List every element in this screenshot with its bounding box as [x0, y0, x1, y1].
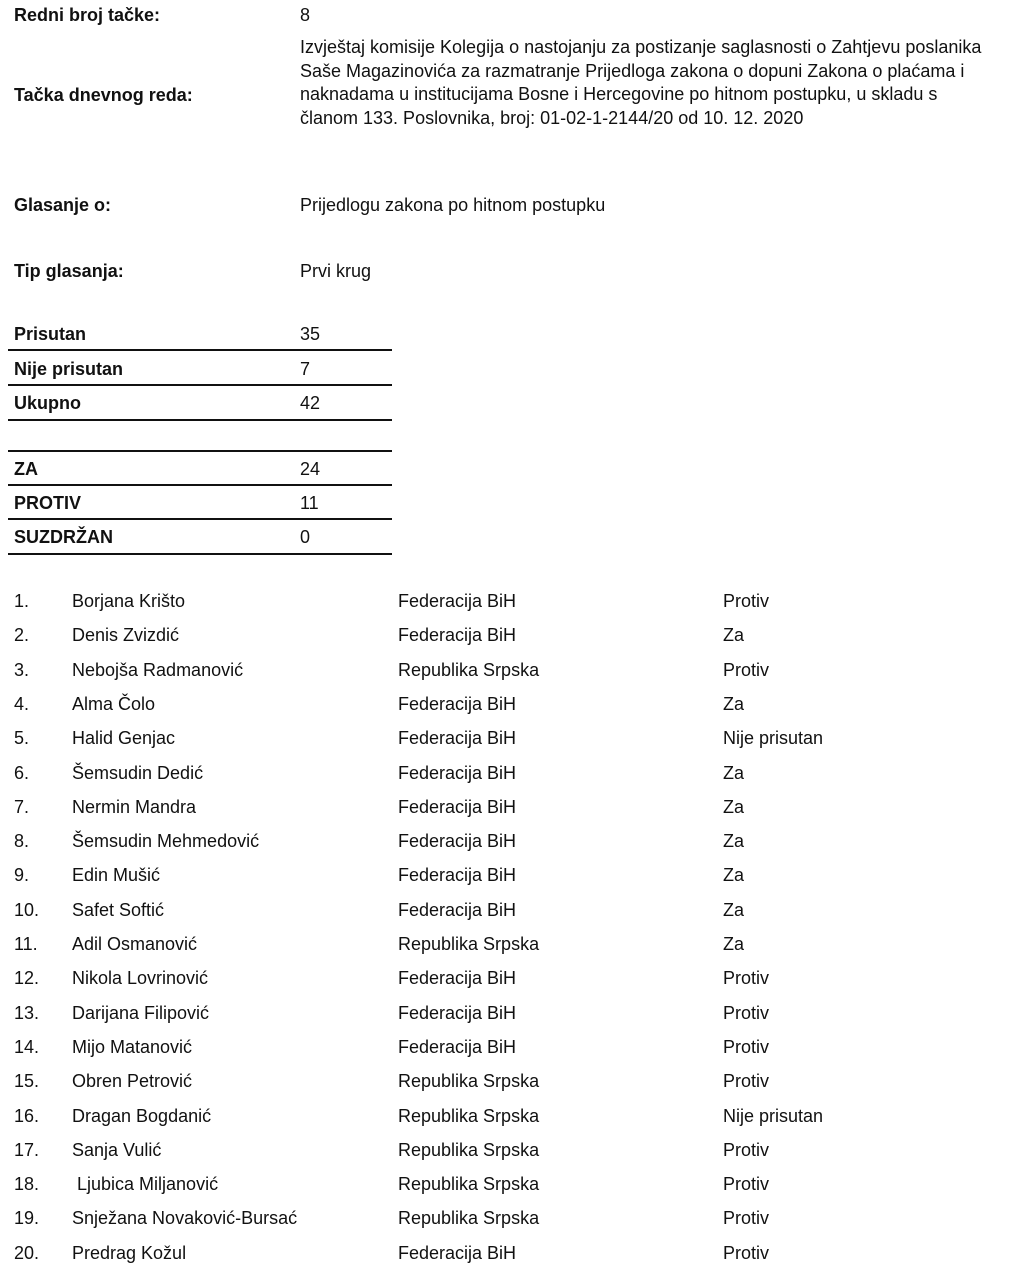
member-number: 3. [14, 659, 30, 680]
voting-on-label: Glasanje o: [14, 195, 112, 215]
member-vote: Za [723, 796, 745, 817]
member-vote: Protiv [723, 1071, 770, 1092]
member-name: Sanja Vulić [72, 1139, 162, 1160]
member-entity: Federacija BiH [398, 796, 517, 817]
list-item [0, 934, 1024, 968]
list-item [0, 1037, 1024, 1071]
member-name: Safet Softić [72, 899, 165, 920]
voting-on-value: Prijedlogu zakona po hitnom postupku [300, 195, 606, 215]
member-entity: Republika Srpska [398, 1105, 540, 1126]
list-item [0, 660, 1024, 694]
list-item [0, 763, 1024, 797]
member-entity: Federacija BiH [398, 762, 517, 783]
member-vote: Nije prisutan [723, 1105, 824, 1126]
member-name: Dragan Bogdanić [72, 1105, 212, 1126]
result-label-abstain: SUZDRŽAN [14, 527, 113, 547]
member-vote: Za [723, 693, 745, 714]
member-entity: Federacija BiH [398, 899, 517, 920]
member-number: 4. [14, 693, 30, 714]
member-name: Šemsudin Dedić [72, 762, 204, 783]
member-name: Adil Osmanović [72, 934, 198, 954]
member-vote: Protiv [723, 1002, 770, 1023]
member-entity: Federacija BiH [398, 693, 517, 714]
member-entity: Republika Srpska [398, 1071, 540, 1092]
member-number: 6. [14, 762, 30, 783]
list-item [0, 900, 1024, 934]
list-item [0, 591, 1024, 625]
divider [8, 450, 392, 452]
member-entity: Republika Srpska [398, 1208, 540, 1229]
list-item [0, 1106, 1024, 1140]
item-number-value: 8 [300, 5, 311, 25]
list-item [0, 797, 1024, 831]
list-item [0, 831, 1024, 865]
list-item [0, 728, 1024, 762]
member-number: 9. [14, 865, 30, 886]
member-number: 16. [14, 1105, 40, 1126]
member-vote: Za [723, 762, 745, 783]
result-value-against: 11 [300, 493, 319, 513]
member-name: Mijo Matanović [72, 1036, 193, 1057]
list-item [0, 1243, 1024, 1277]
member-vote: Za [723, 625, 745, 646]
member-entity: Federacija BiH [398, 831, 517, 852]
member-name: Obren Petrović [72, 1071, 193, 1092]
member-entity: Federacija BiH [398, 968, 517, 989]
member-entity: Federacija BiH [398, 1036, 517, 1057]
member-name: Darijana Filipović [72, 1002, 210, 1023]
member-number: 8. [14, 831, 30, 852]
list-item [0, 1003, 1024, 1037]
member-number: 18. [14, 1174, 40, 1195]
member-entity: Federacija BiH [398, 625, 517, 646]
member-name: Predrag Kožul [72, 1242, 187, 1263]
divider [8, 518, 392, 520]
member-number: 11. [14, 934, 38, 954]
member-number: 14. [14, 1036, 40, 1057]
divider [8, 349, 392, 351]
member-name: Nikola Lovrinović [72, 968, 209, 989]
member-entity: Republika Srpska [398, 1174, 540, 1195]
agenda-text: Izvještaj komisije Kolegija o nastojanju za postizanje saglasnosti o Zahtjevu poslanika Saše Magazinovića za razmatranje Prijedloga zakona o dopuni Zakona o plaćama i naknadama u institucijama Bosne i Hercegovine po hitnom postupku, u skladu s članom 133. Poslovnika, broj: 01-02-1-2144/20 od 10. 12. 2020 [300, 37, 982, 128]
member-vote: Protiv [723, 659, 770, 680]
member-name: Alma Čolo [72, 693, 156, 714]
member-entity: Federacija BiH [398, 728, 517, 749]
member-vote: Za [723, 899, 745, 920]
member-entity: Federacija BiH [398, 591, 517, 611]
member-vote: Protiv [723, 968, 770, 989]
list-item [0, 1174, 1024, 1208]
member-vote: Protiv [723, 1174, 770, 1195]
member-number: 13. [14, 1002, 40, 1023]
member-name: Halid Genjac [72, 728, 176, 749]
item-number-label: Redni broj tačke: [14, 5, 161, 25]
member-number: 12. [14, 968, 40, 989]
member-name: Denis Zvizdić [72, 625, 180, 646]
vote-type-label: Tip glasanja: [14, 261, 124, 281]
result-label-for: ZA [14, 459, 38, 479]
member-number: 19. [14, 1208, 40, 1229]
member-vote: Za [723, 934, 745, 954]
attendance-label-total: Ukupno [14, 393, 81, 413]
member-vote: Protiv [723, 1139, 770, 1160]
divider [8, 553, 392, 555]
member-name: Nermin Mandra [72, 796, 197, 817]
agenda-label: Tačka dnevnog reda: [14, 85, 193, 105]
result-value-for: 24 [300, 459, 321, 479]
member-number: 20. [14, 1242, 40, 1263]
list-item [0, 1140, 1024, 1174]
attendance-label-absent: Nije prisutan [14, 359, 124, 379]
member-vote: Protiv [723, 591, 770, 611]
list-item [0, 865, 1024, 899]
member-number: 7. [14, 796, 30, 817]
divider [8, 419, 392, 421]
member-vote: Protiv [723, 1036, 770, 1057]
member-vote: Nije prisutan [723, 728, 824, 749]
attendance-value-absent: 7 [300, 359, 311, 379]
list-item [0, 694, 1024, 728]
member-name: Edin Mušić [72, 865, 161, 886]
member-vote: Protiv [723, 1208, 770, 1229]
list-item [0, 625, 1024, 659]
member-entity: Federacija BiH [398, 1242, 517, 1263]
member-name: Borjana Krišto [72, 591, 186, 611]
result-value-abstain: 0 [300, 527, 311, 547]
result-label-against: PROTIV [14, 493, 82, 513]
divider [8, 484, 392, 486]
member-name: Nebojša Radmanović [72, 659, 244, 680]
member-entity: Republika Srpska [398, 934, 540, 954]
member-number: 10. [14, 899, 40, 920]
vote-type-value: Prvi krug [300, 261, 372, 281]
member-entity: Federacija BiH [398, 865, 517, 886]
attendance-value-present: 35 [300, 324, 321, 344]
member-entity: Republika Srpska [398, 659, 540, 680]
attendance-value-total: 42 [300, 393, 321, 413]
attendance-label-present: Prisutan [14, 324, 87, 344]
member-vote: Za [723, 831, 745, 852]
member-name: Snježana Novaković-Bursać [72, 1208, 298, 1229]
member-number: 17. [14, 1139, 40, 1160]
member-number: 15. [14, 1071, 40, 1092]
list-item [0, 1208, 1024, 1242]
member-entity: Republika Srpska [398, 1139, 540, 1160]
member-number: 2. [14, 625, 30, 646]
member-number: 5. [14, 728, 30, 749]
member-name: Ljubica Miljanović [72, 1174, 219, 1195]
member-entity: Federacija BiH [398, 1002, 517, 1023]
member-name: Šemsudin Mehmedović [72, 831, 260, 852]
member-vote: Protiv [723, 1242, 770, 1263]
member-vote: Za [723, 865, 745, 886]
list-item [0, 1071, 1024, 1105]
list-item [0, 968, 1024, 1002]
divider [8, 384, 392, 386]
member-number: 1. [14, 591, 30, 611]
